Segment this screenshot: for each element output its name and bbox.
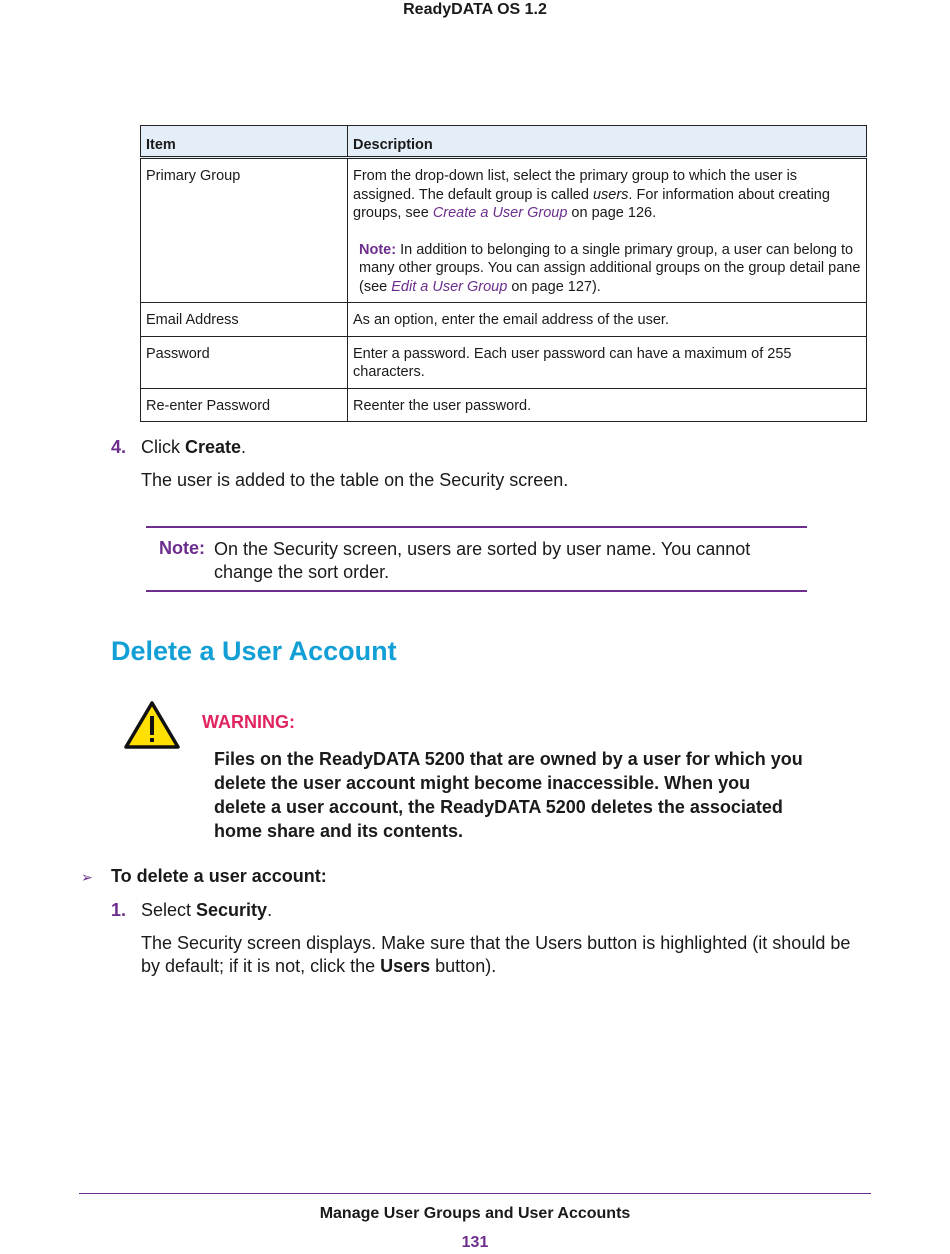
link-create-user-group[interactable]: Create a User Group — [432, 205, 568, 221]
table-row — [141, 336, 867, 388]
note-label: Note: — [159, 538, 205, 558]
footer-chapter-title: Manage User Groups and User Accounts — [319, 1205, 631, 1222]
step-result: The user is added to the table on the Security screen. — [141, 470, 569, 490]
cell-description: From the drop-down list, select the primary group to which the user is assigned. The default group is called users. For information about creating groups, see Create a User Group on page 126. Note: In addition to belonging to a single primary group, a user can belong to many other groups. You can assign additional groups on the group detail pane (see Edit a User Group on page 127). — [348, 158, 867, 303]
table-note: Note: In addition to belonging to a single primary group, a user can belong to many other groups. You can assign additional groups on the group detail pane (see Edit a User Group on page 127). — [359, 241, 861, 295]
section-heading: Delete a User Account — [111, 636, 397, 666]
table-note-label: Note: — [359, 241, 397, 258]
warning-label: WARNING: — [202, 712, 295, 732]
page-number: 131 — [461, 1234, 489, 1251]
table-row — [141, 303, 867, 337]
table-row — [141, 388, 867, 422]
cell-item: Email Address — [141, 303, 348, 337]
settings-table — [140, 125, 867, 422]
step-number: 1. — [111, 900, 127, 920]
cell-item: Re-enter Password — [141, 388, 348, 422]
warning-text: Files on the ReadyDATA 5200 that are owned by a user for which you delete the user account might become inaccessible. When you delete a user account, the ReadyDATA 5200 deletes the associated home share and its contents. — [214, 749, 803, 841]
step-result: The Security screen displays. Make sure that the Users button is highlighted (it should be by default; if it is not, click the Users button). — [141, 933, 851, 976]
step-instruction: Select Security. — [141, 900, 273, 920]
step-instruction: Click Create. — [141, 437, 247, 457]
cell-description: Enter a password. Each user password can have a maximum of 255 characters. — [348, 336, 867, 388]
warning-triangle-icon — [124, 700, 180, 750]
cell-item: Primary Group — [141, 158, 348, 303]
footer-divider — [79, 1193, 871, 1194]
table-header-row — [141, 126, 867, 158]
procedure-arrow-icon: ➢ — [81, 869, 93, 885]
procedure-title: To delete a user account: — [111, 866, 327, 886]
column-header-description: Description — [348, 126, 867, 158]
note-text: On the Security screen, users are sorted by user name. You cannot change the sort order. — [214, 539, 751, 582]
cell-description: As an option, enter the email address of the user. — [348, 303, 867, 337]
table-row — [141, 158, 867, 303]
column-header-item: Item — [141, 126, 348, 158]
link-edit-user-group[interactable]: Edit a User Group — [391, 278, 508, 295]
cell-description: Reenter the user password. — [348, 388, 867, 422]
cell-item: Password — [141, 336, 348, 388]
note-box — [146, 526, 807, 592]
step-number: 4. — [111, 437, 127, 457]
running-header: ReadyDATA OS 1.2 — [403, 1, 547, 18]
